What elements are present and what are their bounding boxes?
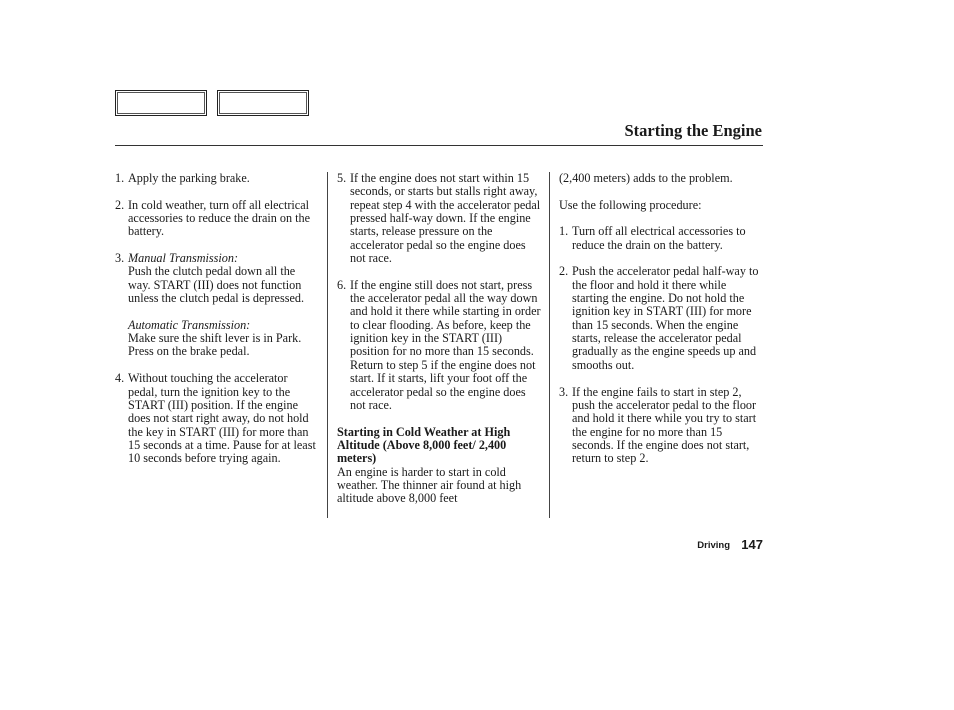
manual-transmission-heading: Manual Transmission: [128, 251, 239, 266]
step-number: 2. [115, 197, 125, 212]
footer-section-label: Driving [697, 540, 730, 551]
step-number: 3. [115, 251, 125, 266]
automatic-transmission-text: Make sure the shift lever is in Park. Press on the brake pedal. [128, 331, 302, 359]
step-1 [115, 172, 320, 185]
automatic-transmission-block [128, 319, 320, 359]
step-4 [115, 372, 320, 465]
step-text: Turn off all electrical accessories to reduce the drain on the battery. [572, 224, 746, 252]
nav-button-2[interactable] [217, 90, 309, 116]
step-2 [115, 199, 320, 239]
step-number: 3. [559, 384, 569, 399]
procedure-lead: Use the following procedure: [559, 197, 702, 212]
step-number: 2. [559, 264, 569, 279]
section-heading: Starting in Cold Weather at High Altitude (Above 8,000 feet/ 2,400 meters) [337, 424, 511, 466]
step-number: 5. [337, 171, 347, 185]
nav-button-1[interactable] [115, 90, 207, 116]
step-text: Apply the parking brake. [128, 171, 250, 185]
page-number: 147 [741, 537, 763, 552]
column-2 [337, 172, 542, 506]
step-number: 6. [337, 277, 347, 292]
step-number: 1. [559, 224, 569, 239]
procedure-step-1 [559, 225, 764, 252]
manual-transmission-block [128, 252, 320, 305]
title-rule [115, 145, 763, 146]
step-6 [337, 279, 542, 412]
step-text: Without touching the accelerator pedal, turn the ignition key to the START (III) position. If the engine does not start right away, do not hold the key in START (III) for more than 15 seconds at a time. Pause for at least 10 seconds before trying again. [128, 371, 316, 466]
step-number: 4. [115, 371, 125, 386]
step-3 [115, 252, 320, 359]
section-intro: An engine is harder to start in cold weather. The thinner air found at high altitude above 8,000 feet [337, 464, 522, 506]
procedure-step-3 [559, 386, 764, 466]
automatic-transmission-heading: Automatic Transmission: [128, 317, 251, 332]
step-text: If the engine fails to start in step 2, push the accelerator pedal to the floor and hold it there while you try to start the engine for no more than 15 seconds. If the engine does not start, return to step 2. [572, 384, 757, 466]
step-text: Push the accelerator pedal half-way to the floor and hold it there while starting the engine. Do not hold the ignition key in START (III) for more than 15 seconds. When the engine starts, release the accelerator pedal gradually as the engine speeds up and smooths out. [572, 264, 759, 372]
continued-text: (2,400 meters) adds to the problem. [559, 171, 733, 185]
step-text: If the engine does not start within 15 seconds, or starts but stalls right away, repeat step 4 with the accelerator pedal pressed half-way down. If the engine starts, release pressure on the accelerator pedal so the engine does not race. [350, 171, 541, 266]
column-1 [115, 172, 320, 479]
step-number: 1. [115, 171, 125, 185]
column-3 [559, 172, 764, 479]
page-title: Starting the Engine [624, 121, 762, 140]
manual-transmission-text: Push the clutch pedal down all the way. START (III) does not function unless the clutch pedal is depressed. [128, 264, 304, 306]
step-body [128, 252, 320, 359]
step-text: In cold weather, turn off all electrical accessories to reduce the drain on the battery. [128, 197, 311, 239]
step-5 [337, 172, 542, 265]
step-text: If the engine still does not start, press the accelerator pedal all the way down and hold it there while starting in order to clear flooding. As before, keep the ignition key in the START (III) position for no more than 15 seconds. Return to step 5 if the engine does not start. If it starts, lift your foot off the accelerator pedal so the engine does not race. [350, 277, 541, 412]
column-divider-1 [327, 172, 328, 518]
procedure-step-2 [559, 265, 764, 372]
column-divider-2 [549, 172, 550, 518]
